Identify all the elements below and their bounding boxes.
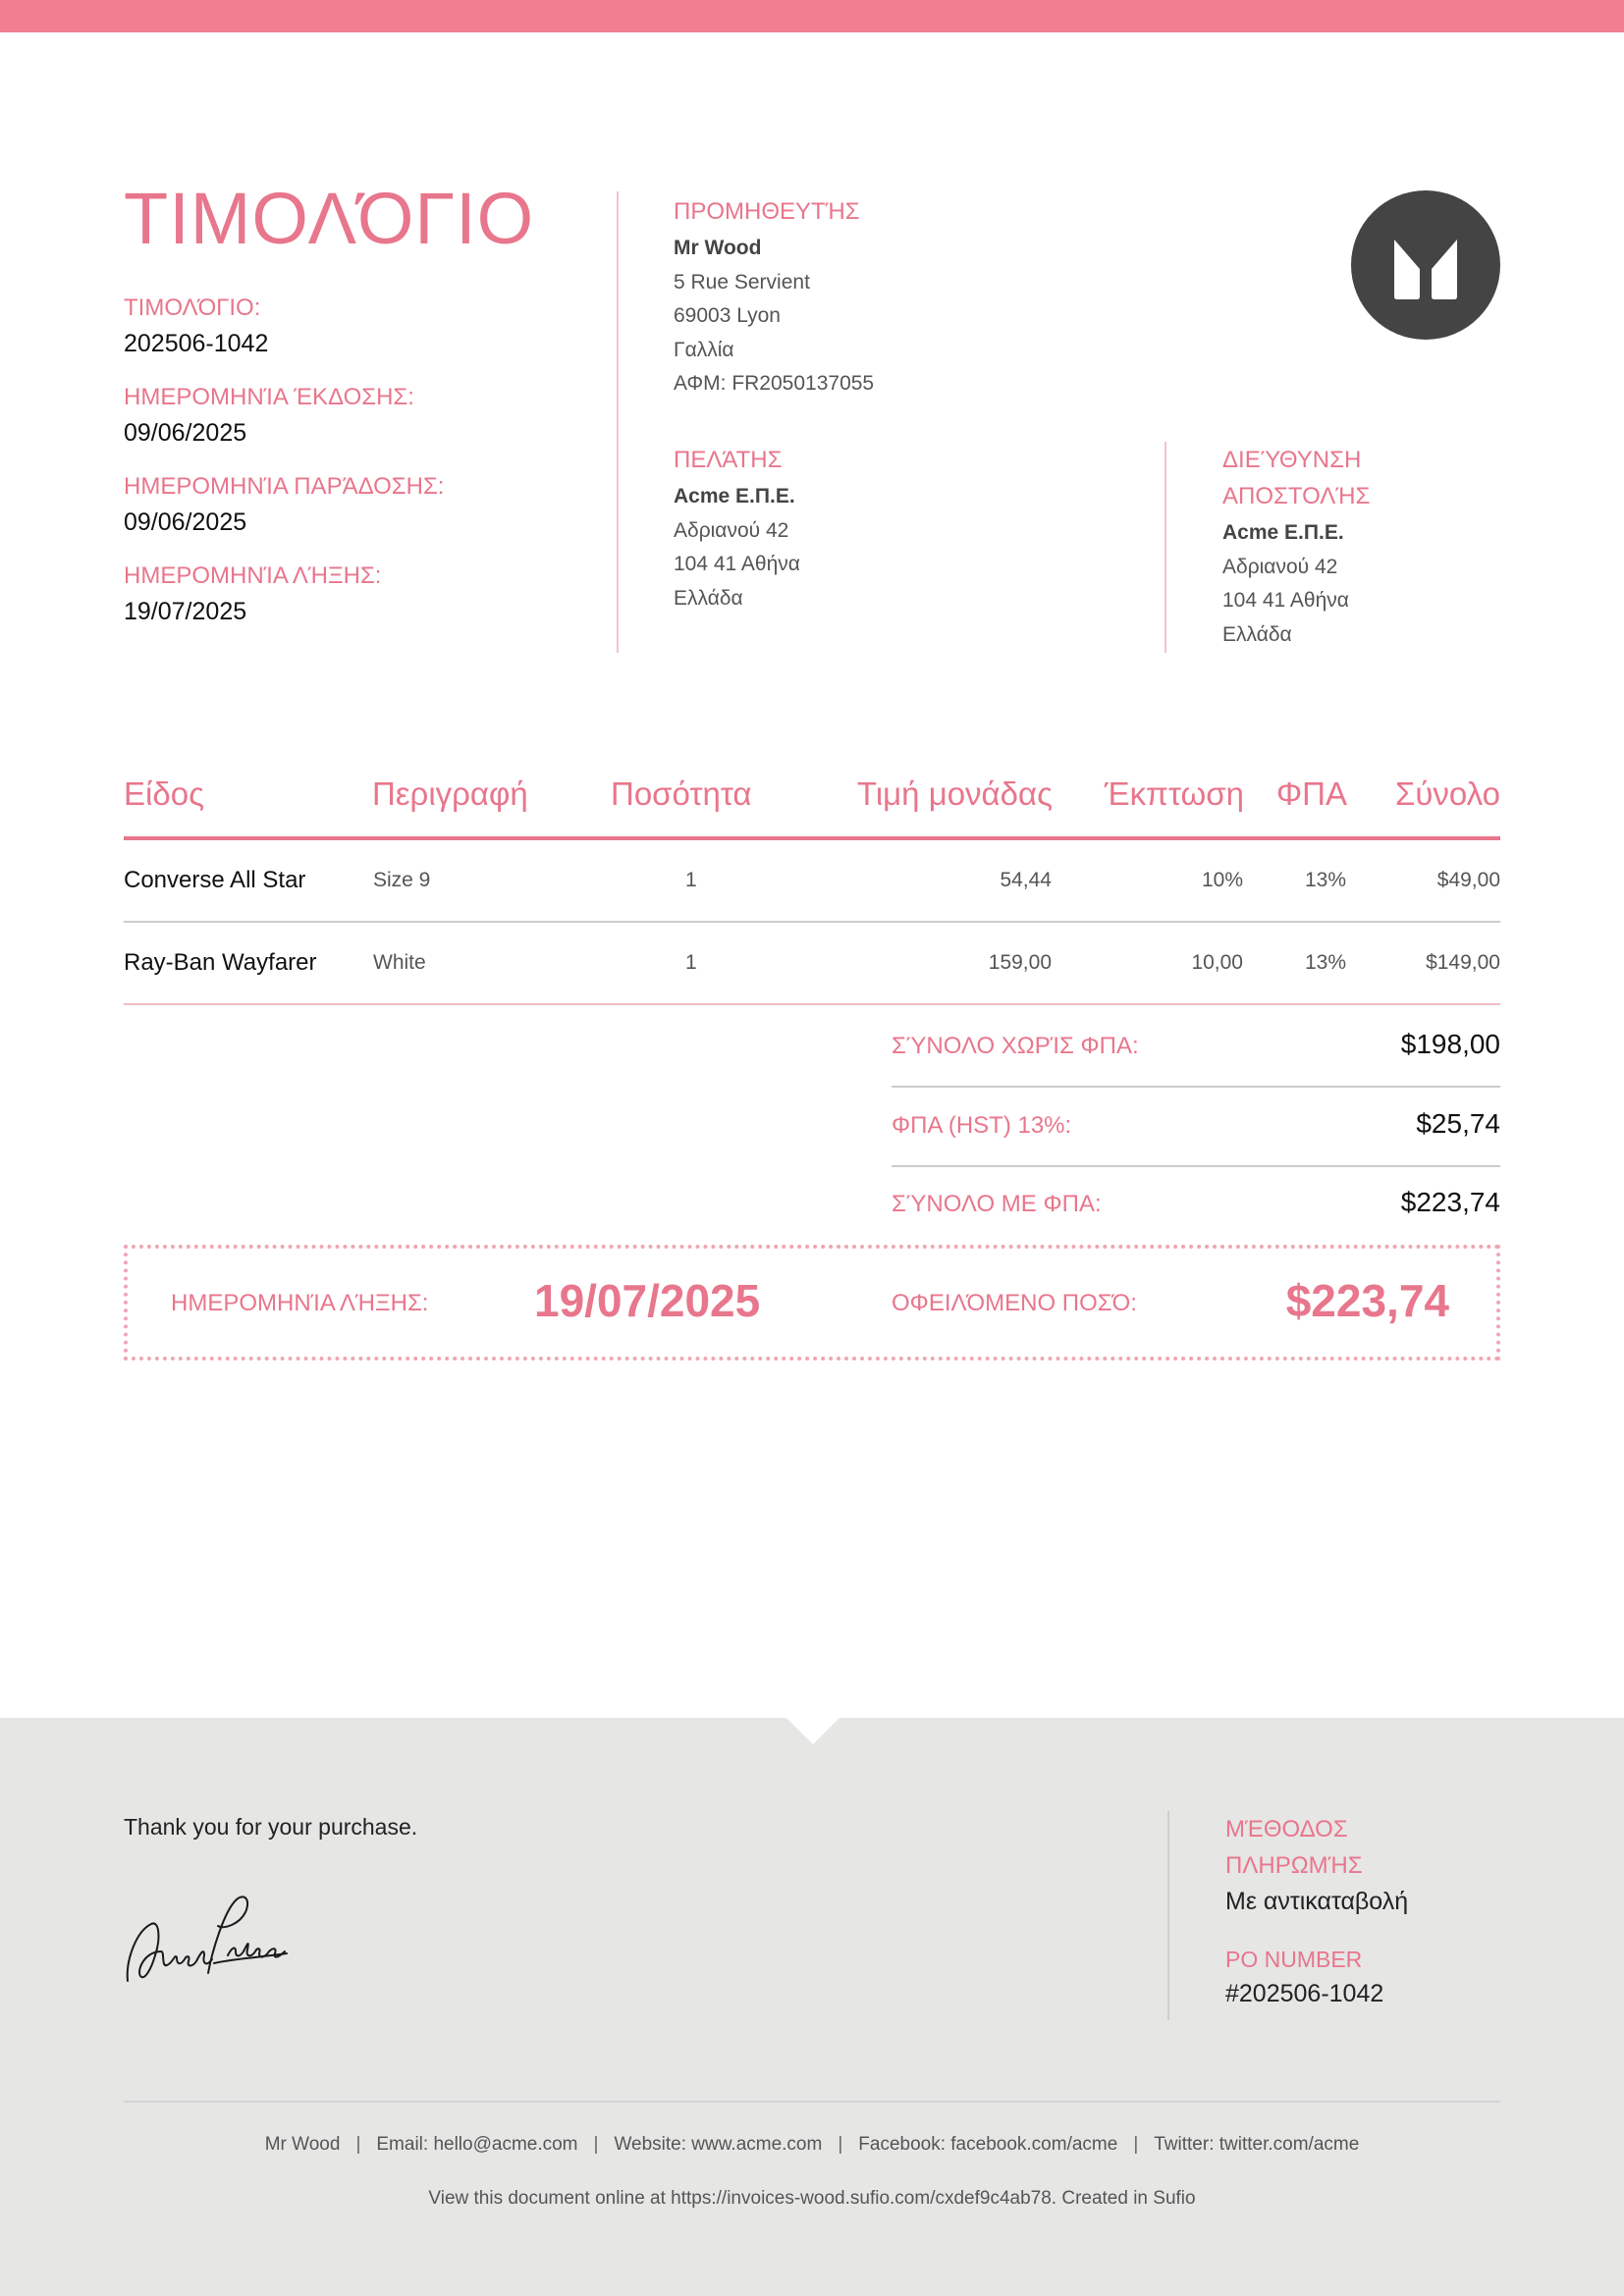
thank-you-note: Thank you for your purchase.: [124, 1814, 418, 1840]
item-total: $49,00: [1436, 869, 1500, 891]
separator: |: [355, 2134, 361, 2155]
supplier-name: Mr Wood: [674, 237, 762, 259]
item-vat: 13%: [1304, 951, 1346, 974]
item-quantity: 1: [685, 951, 697, 974]
supplier-address-line: 69003 Lyon: [674, 304, 781, 327]
item-name: Ray-Ban Wayfarer: [124, 949, 317, 976]
item-description: Size 9: [373, 869, 431, 891]
amount-due-box: [124, 1245, 1500, 1361]
due-date-value: 19/07/2025: [534, 1275, 761, 1326]
vertical-divider: [617, 191, 619, 653]
shipping-address-line: 104 41 Αθήνα: [1222, 589, 1349, 612]
payment-method-label: ΠΛΗΡΩΜΉΣ: [1225, 1852, 1363, 1879]
shipping-name: Acme Ε.Π.Ε.: [1222, 521, 1344, 544]
item-description: White: [373, 951, 426, 974]
shipping-label: ΑΠΟΣΤΟΛΉΣ: [1222, 483, 1371, 509]
shipping-block: [1222, 442, 1478, 652]
client-address-line: 104 41 Αθήνα: [674, 553, 800, 575]
signature-image: [122, 1883, 289, 1991]
contact-facebook[interactable]: Facebook: facebook.com/acme: [858, 2134, 1118, 2155]
po-number-label: PO NUMBER: [1225, 1947, 1363, 1972]
invoice-number-value: 202506-1042: [124, 330, 269, 357]
column-header-item: Είδος: [124, 775, 204, 812]
client-address-line: Αδριανού 42: [674, 518, 789, 542]
column-header-quantity: Ποσότητα: [611, 775, 752, 812]
client-label: ΠΕΛΆΤΗΣ: [674, 447, 783, 473]
item-name: Converse All Star: [124, 867, 306, 893]
shipping-label: ΔΙΕΎΘΥΝΣΗ: [1222, 447, 1362, 473]
item-total: $149,00: [1426, 951, 1500, 974]
page-title: ΤΙΜΟΛΌΓΙΟ: [124, 178, 535, 259]
payment-info: [1225, 1811, 1481, 2035]
client-address-line: Ελλάδα: [674, 586, 743, 610]
shipping-address-line: Αδριανού 42: [1222, 555, 1338, 578]
contact-twitter[interactable]: Twitter: twitter.com/acme: [1154, 2134, 1360, 2155]
item-unit-price: 54,44: [1000, 869, 1052, 891]
issue-date-label: ΗΜΕΡΟΜΗΝΊΑ ΈΚΔΟΣΗΣ:: [124, 384, 414, 410]
column-header-description: Περιγραφή: [372, 775, 528, 812]
m-letter-logo-icon: [1351, 190, 1500, 340]
amount-due-value: $223,74: [1285, 1275, 1449, 1326]
item-vat: 13%: [1304, 869, 1346, 891]
delivery-date-value: 09/06/2025: [124, 508, 247, 536]
client-block: [674, 442, 800, 615]
table-row: [124, 923, 1500, 1005]
delivery-date-label: ΗΜΕΡΟΜΗΝΊΑ ΠΑΡΆΔΟΣΗΣ:: [124, 473, 445, 500]
supplier-vat-number: ΑΦΜ: FR2050137055: [674, 372, 875, 395]
separator: |: [838, 2134, 843, 2155]
issue-date-value: 09/06/2025: [124, 419, 247, 447]
supplier-address-line: Γαλλία: [674, 338, 734, 361]
invoice-number-label: ΤΙΜΟΛΌΓΙΟ:: [124, 294, 261, 321]
top-accent-bar: [0, 0, 1624, 32]
vertical-divider: [1164, 442, 1166, 653]
po-number-value: #202506-1042: [1225, 1980, 1384, 2007]
table-row: [124, 840, 1500, 923]
separator: |: [593, 2134, 599, 2155]
supplier-label: ΠΡΟΜΗΘΕΥΤΉΣ: [674, 198, 860, 225]
due-date-label: ΗΜΕΡΟΜΗΝΊΑ ΛΉΞΗΣ:: [171, 1290, 429, 1316]
footer-divider: [124, 2101, 1500, 2103]
column-header-total: Σύνολο: [1394, 775, 1500, 812]
contact-website[interactable]: Website: www.acme.com: [614, 2134, 823, 2155]
footer-notch: [785, 1717, 840, 1744]
table-header: [124, 775, 1500, 840]
vertical-divider: [1167, 1811, 1169, 2020]
contact-email[interactable]: Email: hello@acme.com: [376, 2134, 578, 2155]
separator: |: [1133, 2134, 1139, 2155]
contact-line: [124, 2134, 1500, 2156]
supplier-block: [674, 193, 874, 401]
tax-value: $25,74: [1416, 1108, 1500, 1139]
subtotal-value: $198,00: [1400, 1029, 1500, 1059]
column-header-discount: Έκπτωση: [1104, 775, 1244, 812]
total-label: ΣΎΝΟΛΟ ΜΕ ΦΠΑ:: [892, 1191, 1102, 1217]
payment-method-label: ΜΈΘΟΔΟΣ: [1225, 1816, 1348, 1842]
item-quantity: 1: [685, 869, 697, 891]
due-date-label: ΗΜΕΡΟΜΗΝΊΑ ΛΉΞΗΣ:: [124, 562, 382, 589]
item-discount: 10,00: [1191, 951, 1243, 974]
company-logo: [1351, 190, 1500, 340]
total-row: [892, 1167, 1500, 1246]
signature: [122, 1883, 289, 1996]
client-name: Acme Ε.Π.Ε.: [674, 485, 795, 507]
item-discount: 10%: [1201, 869, 1243, 891]
total-value: $223,74: [1400, 1187, 1500, 1217]
column-header-unit-price: Τιμή μονάδας: [856, 775, 1053, 812]
tax-row: [892, 1089, 1500, 1167]
amount-due-label: ΟΦΕΙΛΌΜΕΝΟ ΠΟΣΌ:: [892, 1290, 1137, 1316]
tax-label: ΦΠΑ (HST) 13%:: [892, 1112, 1072, 1139]
shipping-address-line: Ελλάδα: [1222, 622, 1292, 646]
contact-company: Mr Wood: [264, 2134, 341, 2155]
online-document-note: View this document online at https://invoices-wood.sufio.com/cxdef9c4ab78. Created in Sufio: [428, 2188, 1196, 2209]
payment-method-value: Με αντικαταβολή: [1225, 1888, 1409, 1915]
due-date-value: 19/07/2025: [124, 598, 247, 625]
item-unit-price: 159,00: [988, 951, 1052, 974]
supplier-address-line: 5 Rue Servient: [674, 270, 810, 294]
subtotal-row: [892, 1009, 1500, 1088]
column-header-vat: ΦΠΑ: [1275, 775, 1347, 812]
invoice-meta: [124, 294, 595, 652]
subtotal-label: ΣΎΝΟΛΟ ΧΩΡΊΣ ΦΠΑ:: [892, 1033, 1139, 1059]
